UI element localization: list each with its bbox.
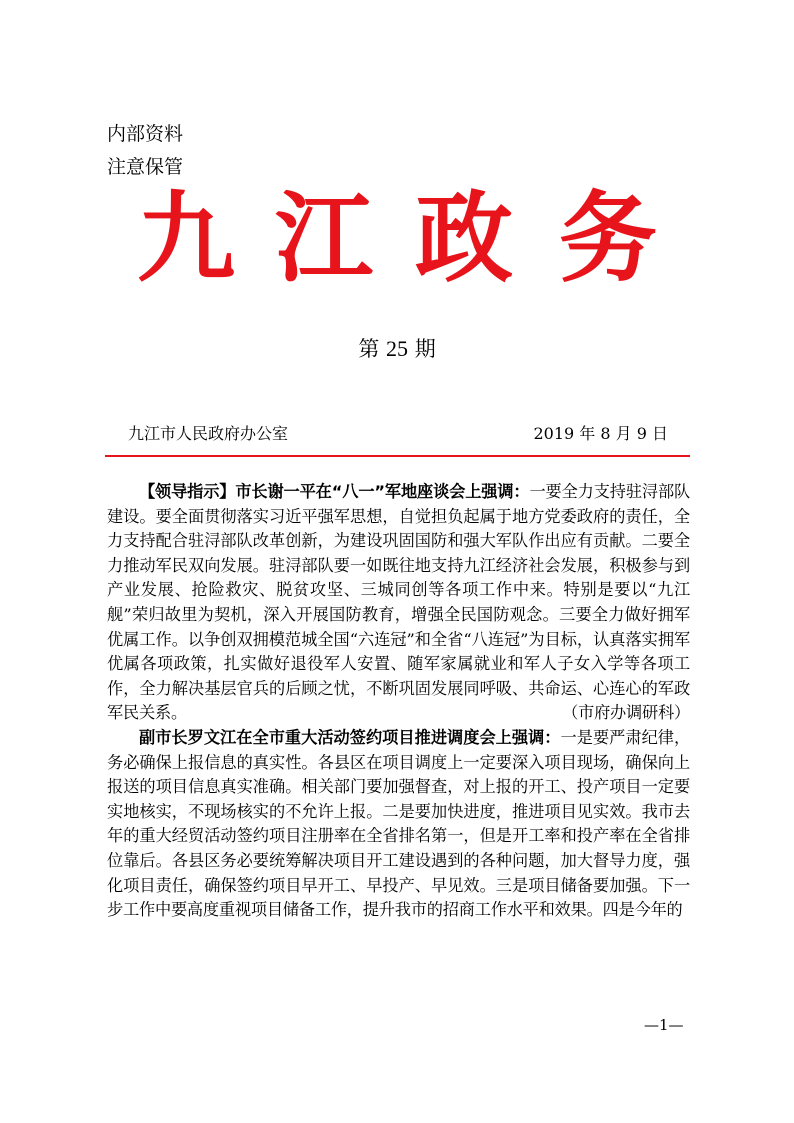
issue-suffix: 期: [414, 337, 436, 361]
issue-number: [0, 334, 794, 364]
article-paragraph: [107, 726, 690, 923]
article-text: 一要全力支持驻浔部队建设。要全面贯彻落实习近平强军思想，自觉担负起属于地方党委政府的责任，全力支持配合驻浔部队改革创新，为建设巩固国防和强大军队作出应有贡献。二要全力推动军民双向发展。驻浔部队要一如既往地支持九江经济社会发展，积极参与到产业发展、抢险救灾、脱贫攻坚、三城同创等各项工作中来。特别是要以“九江舰”荣归故里为契机，深入开展国防教育，增强全民国防观念。三要全力做好拥军优属工作。以争创双拥模范城全国“六连冠”和全省“八连冠”为目标，认真落实拥军优属各项政策，扎实做好退役军人安置、随军家属就业和军人子女入学等各项工作，全力解决基层官兵的后顾之忧，不断巩固发展同呼吸、共命运、心连心的军政军民关系。: [107, 482, 690, 723]
article-source: （市府办调研科）: [562, 703, 690, 723]
confidential-notice: [107, 118, 183, 184]
masthead-char-2: 江: [274, 182, 373, 296]
masthead-title: [0, 184, 794, 294]
article-lead: 副市长罗文江在全市重大活动签约项目推进调度会上强调：: [139, 727, 561, 747]
masthead-char-4: 务: [558, 182, 657, 296]
masthead-char-3: 政: [414, 182, 513, 296]
article-body: [107, 480, 690, 1040]
article-lead: 【领导指示】市长谢一平在“八一”军地座谈会上强调：: [139, 482, 530, 501]
article-text: 一是要严肃纪律，务必确保上报信息的真实性。各县区在项目调度上一定要深入项目现场，确保向上报送的项目信息真实准确。相关部门要加强督查，对上报的开工、投产项目一定要实地核实，不现场核实的不允许上报。二是要加快进度，推进项目见实效。我市去年的重大经贸活动签约项目注册率在全省排名第一，但是开工率和投产率在全省排位靠后。各县区务必要统筹解决项目开工建设遇到的各种问题，加大督导力度，强化项目责任，确保签约项目早开工、早投产、早见效。三是项目储备要加强。下一步工作中要高度重视项目储备工作，提升我市的招商工作水平和效果。四是今年的: [107, 727, 690, 920]
red-divider: [105, 455, 690, 457]
keep-secret-label: 注意保管: [107, 156, 184, 178]
issue-prefix: 第: [358, 337, 380, 361]
article-paragraph: [107, 480, 690, 726]
masthead-char-1: 九: [136, 182, 235, 296]
internal-material-label: 内部资料: [107, 123, 184, 145]
issue-num: 25: [386, 336, 408, 361]
publisher-office: 九江市人民政府办公室: [128, 424, 289, 443]
page-number: —1—: [644, 1016, 684, 1034]
publish-date: 2019 年 8 月 9 日: [533, 424, 668, 443]
